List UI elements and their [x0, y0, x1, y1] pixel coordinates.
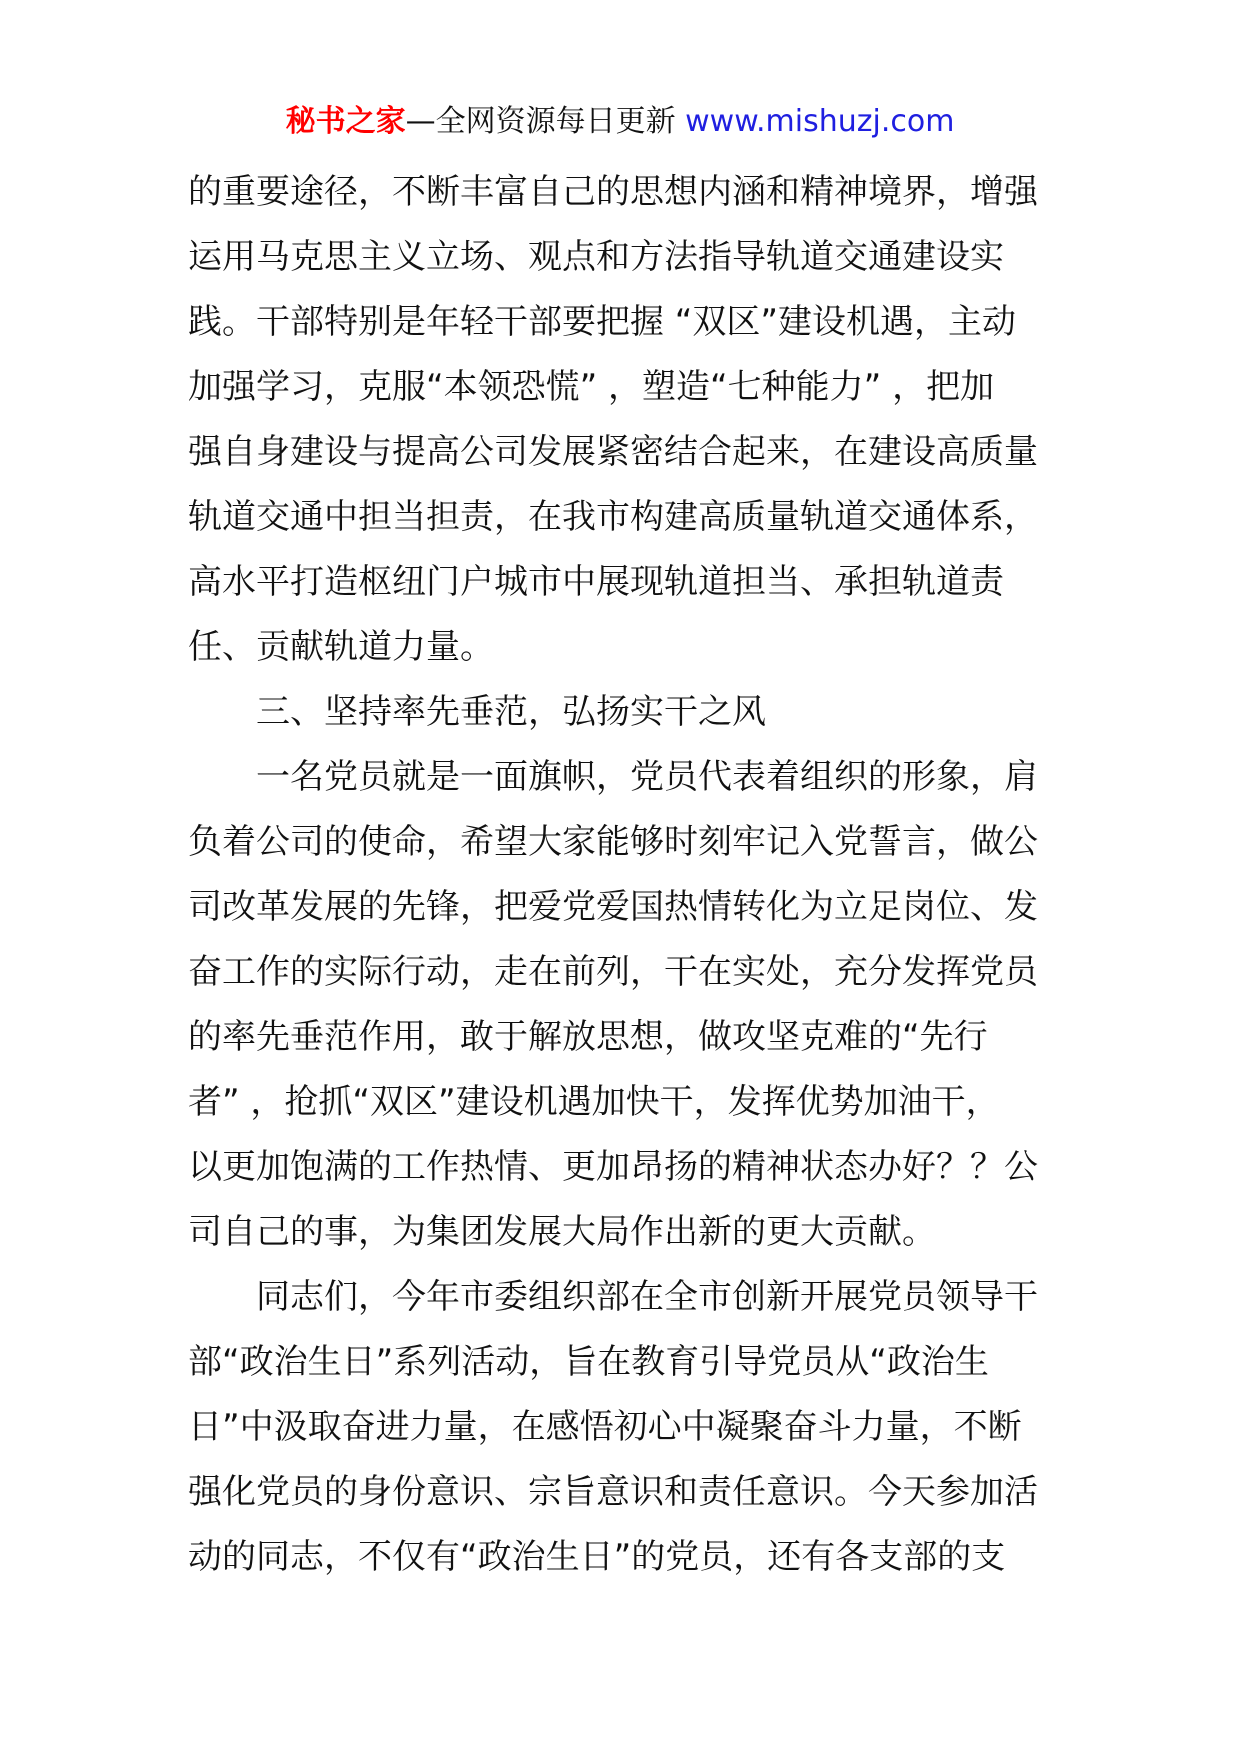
- text-line: 部“政治生日”系列活动，旨在教育引导党员从“政治生: [188, 1342, 989, 1382]
- text-line: 的重要途径，不断丰富自己的思想内涵和精神境界，增强: [188, 172, 1038, 212]
- page-header: [0, 100, 1240, 144]
- document-body: [188, 160, 1058, 1590]
- text-line: 奋工作的实际行动，走在前列，干在实处，充分发挥党员: [188, 952, 1038, 992]
- text-line: 一名党员就是一面旗帜，党员代表着组织的形象，肩: [256, 757, 1038, 797]
- text-line: 轨道交通中担当担责，在我市构建高质量轨道交通体系，: [188, 497, 1038, 537]
- text-line: 日”中汲取奋进力量，在感悟初心中凝聚奋斗力量，不断: [188, 1407, 1022, 1447]
- header-url[interactable]: www.mishuzj.com: [685, 104, 955, 139]
- text-line: 司自己的事，为集团发展大局作出新的更大贡献。: [188, 1212, 936, 1252]
- header-brand: 秘书之家: [285, 104, 406, 139]
- section-heading: 三、坚持率先垂范，弘扬实干之风: [256, 692, 766, 732]
- text-line: 动的同志，不仅有“政治生日”的党员，还有各支部的支: [188, 1537, 1006, 1577]
- text-line: 负着公司的使命，希望大家能够时刻牢记入党誓言，做公: [188, 822, 1038, 862]
- text-line: 者” ，抢抓“双区”建设机遇加快干，发挥优势加油干，: [188, 1082, 1000, 1122]
- text-line: 同志们，今年市委组织部在全市创新开展党员领导干: [256, 1277, 1038, 1317]
- text-line: 加强学习，克服“本领恐慌” ，塑造“七种能力” ，把加: [188, 367, 995, 407]
- header-tagline: —全网资源每日更新: [405, 104, 686, 139]
- text-line: 高水平打造枢纽门户城市中展现轨道担当、承担轨道责: [188, 562, 1004, 602]
- text-line: 的率先垂范作用，敢于解放思想，做攻坚克难的“先行: [188, 1017, 988, 1057]
- text-line: 司改革发展的先锋，把爱党爱国热情转化为立足岗位、发: [188, 887, 1038, 927]
- text-line: 以更加饱满的工作热情、更加昂扬的精神状态办好？？公: [188, 1147, 1038, 1187]
- text-line: 践。干部特别是年轻干部要把握 “双区”建设机遇，主动: [188, 302, 1017, 342]
- text-line: 强自身建设与提高公司发展紧密结合起来，在建设高质量: [188, 432, 1038, 472]
- text-line: 强化党员的身份意识、宗旨意识和责任意识。今天参加活: [188, 1472, 1038, 1512]
- text-line: 任、贡献轨道力量。: [188, 627, 494, 667]
- text-line: 运用马克思主义立场、观点和方法指导轨道交通建设实: [188, 237, 1004, 277]
